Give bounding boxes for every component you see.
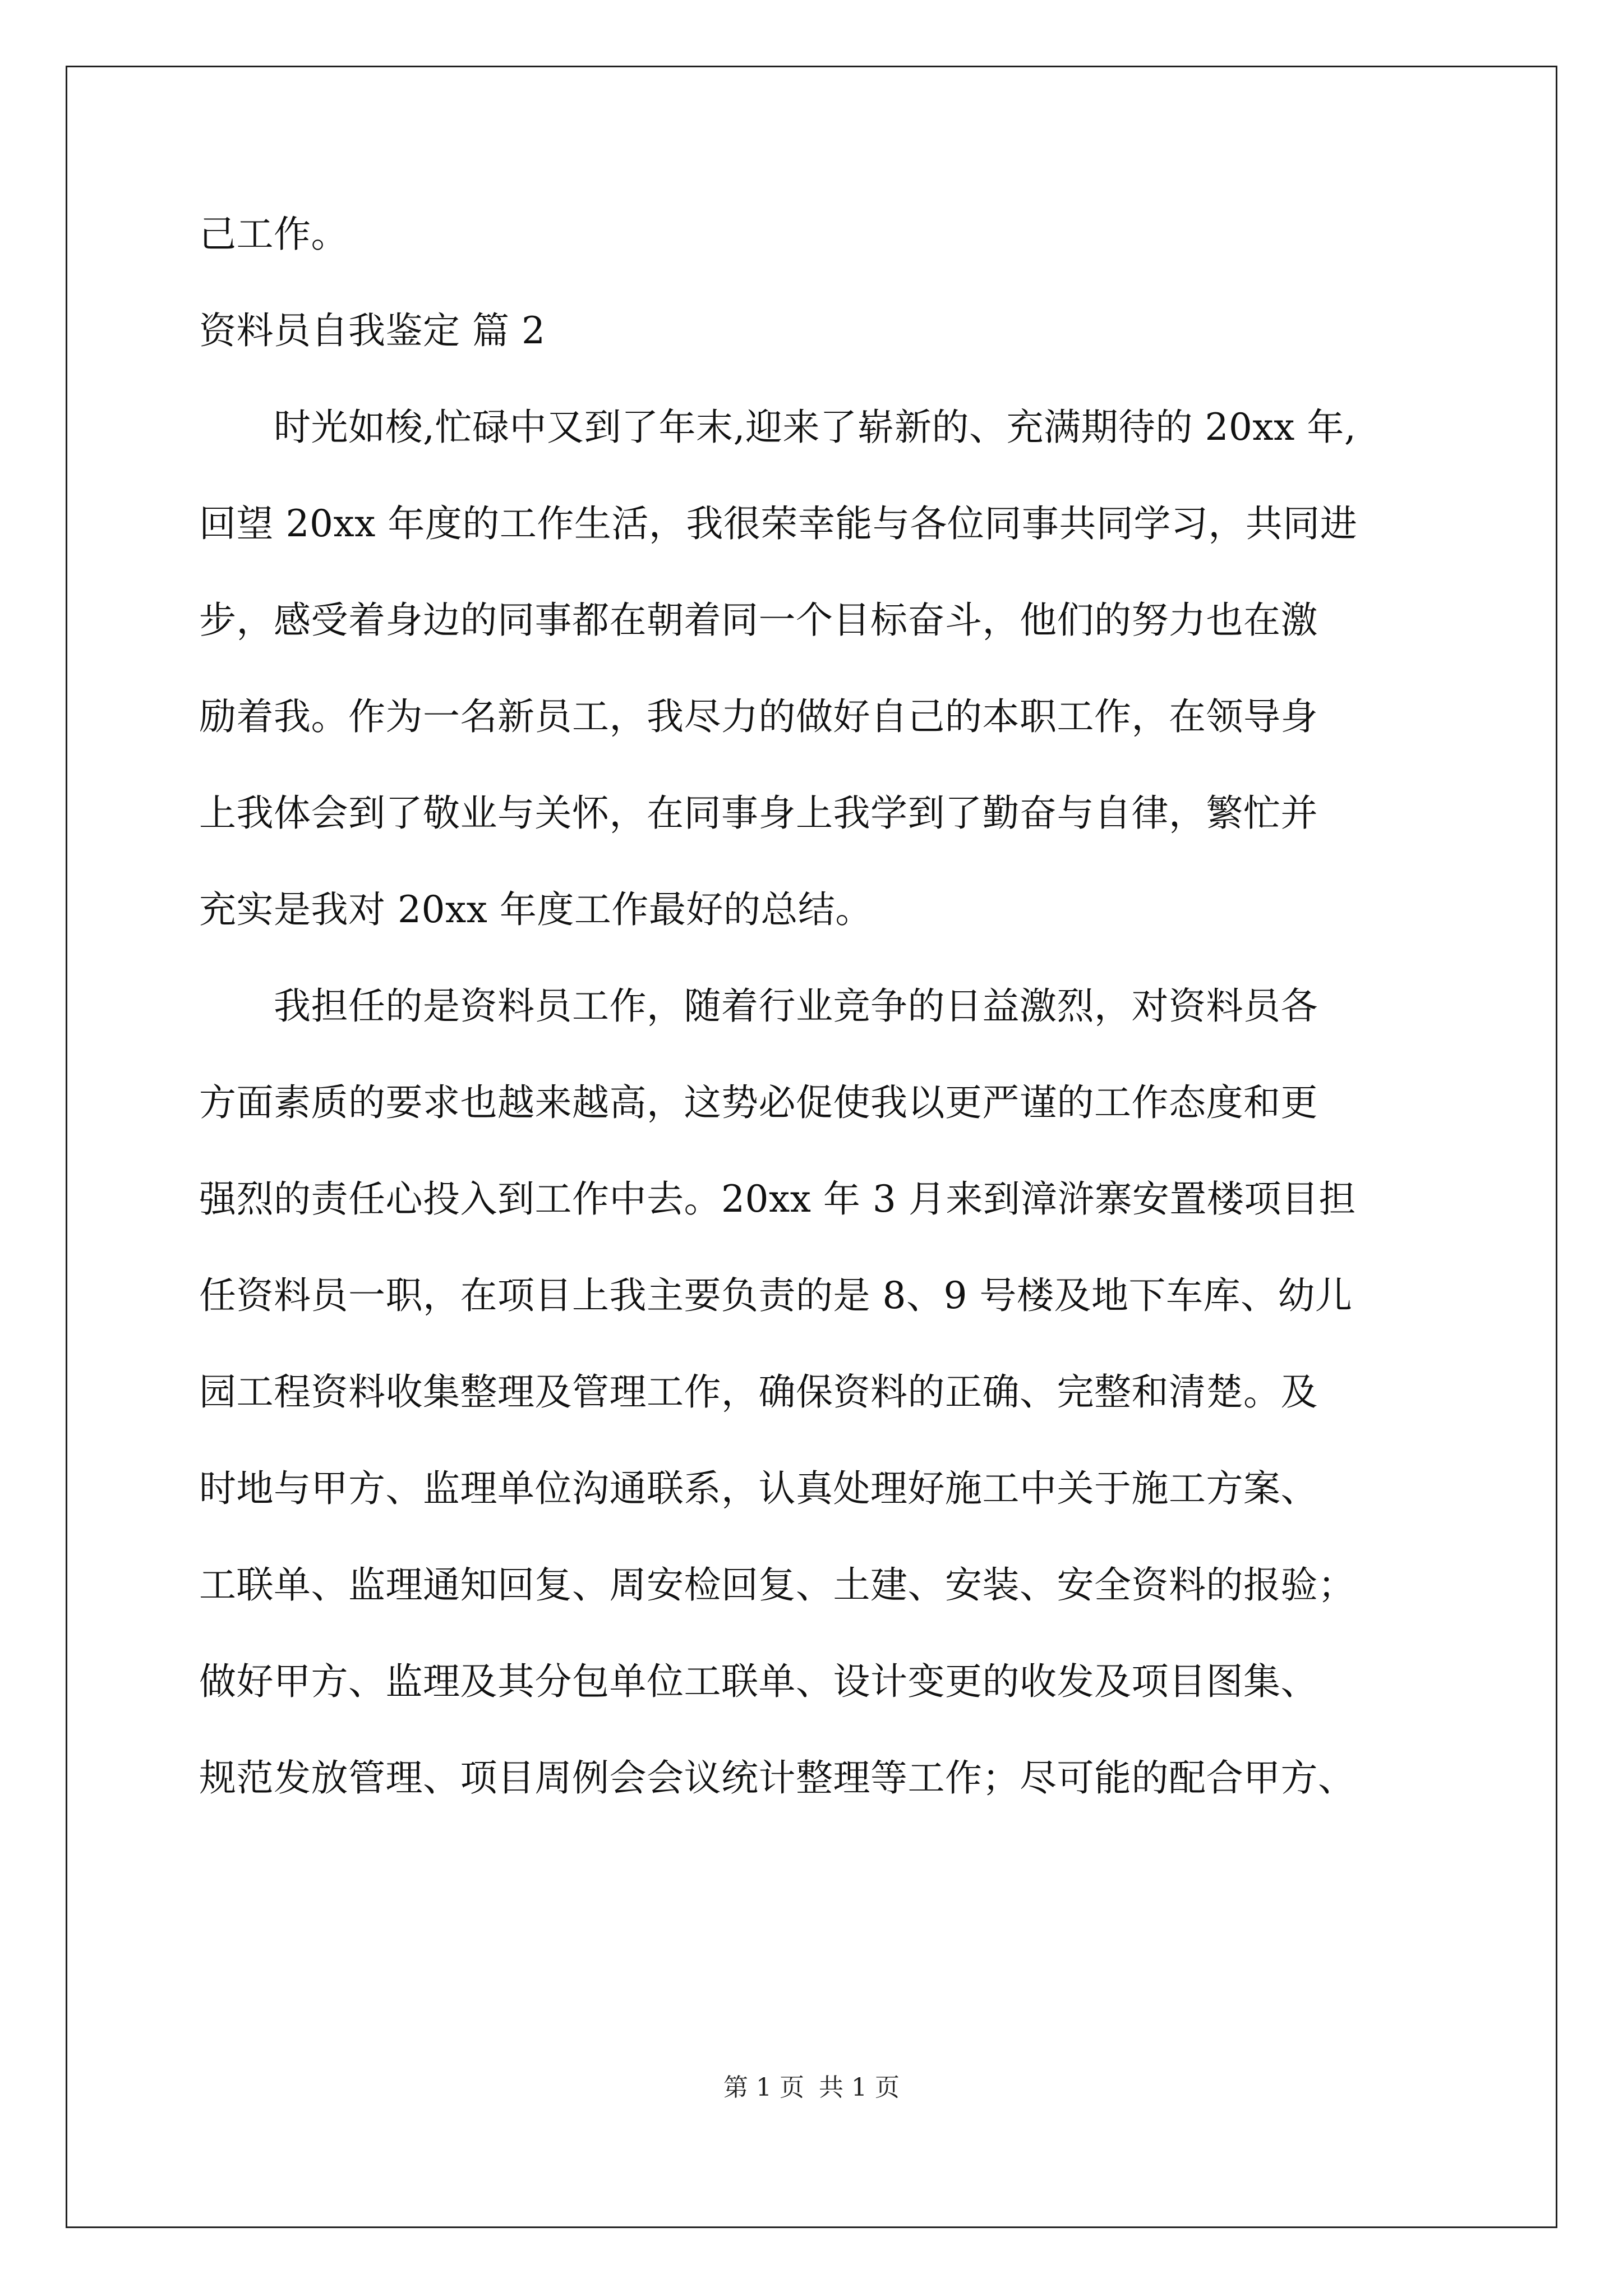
page-number-total: 共 1 页 (819, 2073, 900, 2102)
text-line: 励着我。作为一名新员工，我尽力的做好自己的本职工作，在领导身 (199, 695, 1318, 738)
text-line: 充实是我对 20xx 年度工作最好的总结。 (199, 888, 873, 931)
text-line: 方面素质的要求也越来越高，这势必促使我以更严谨的工作态度和更 (199, 1081, 1318, 1124)
text-line: 己工作。 (199, 213, 348, 256)
text-line: 强烈的责任心投入到工作中去。20xx 年 3 月来到漳浒寨安置楼项目担 (199, 1177, 1356, 1221)
text-line: 规范发放管理、项目周例会会议统计整理等工作；尽可能的配合甲方、 (199, 1756, 1355, 1800)
section-heading: 资料员自我鉴定 篇 2 (199, 309, 546, 352)
text-line: 做好甲方、监理及其分包单位工联单、设计变更的收发及项目图集、 (199, 1660, 1318, 1703)
page-number-current: 第 1 页 (723, 2073, 804, 2102)
text-line: 时光如梭,忙碌中又到了年末,迎来了崭新的、充满期待的 20xx 年, (199, 406, 1357, 449)
text-line: 我担任的是资料员工作，随着行业竞争的日益激烈，对资料员各 (199, 984, 1318, 1028)
text-line: 步，感受着身边的同事都在朝着同一个目标奋斗，他们的努力也在激 (199, 599, 1318, 642)
text-line: 园工程资料收集整理及管理工作，确保资料的正确、完整和清楚。及 (199, 1370, 1318, 1414)
document-body (199, 212, 1433, 1852)
text-line: 回望 20xx 年度的工作生活，我很荣幸能与各位同事共同学习，共同进 (199, 502, 1358, 545)
text-line: 工联单、监理通知回复、周安检回复、土建、安装、安全资料的报验； (199, 1563, 1355, 1607)
text-line: 上我体会到了敬业与关怀，在同事身上我学到了勤奋与自律，繁忙并 (199, 792, 1318, 835)
text-line: 时地与甲方、监理单位沟通联系，认真处理好施工中关于施工方案、 (199, 1467, 1318, 1510)
text-line: 任资料员一职，在项目上我主要负责的是 8、9 号楼及地下车库、幼儿 (199, 1274, 1353, 1317)
page-footer (0, 2072, 1623, 2104)
